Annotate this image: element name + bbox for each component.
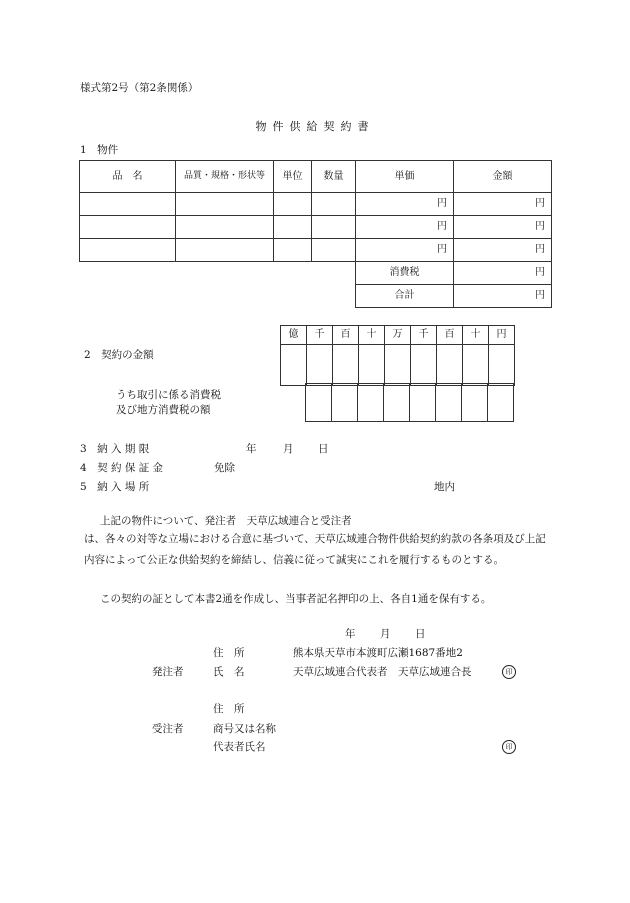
cell-quality[interactable] bbox=[176, 193, 274, 216]
tax-amount-grid bbox=[305, 383, 514, 422]
table-row bbox=[80, 239, 552, 262]
table-row bbox=[80, 216, 552, 239]
contractor-address-label: 住 所 bbox=[213, 703, 245, 715]
tax-digit-cell[interactable] bbox=[306, 384, 332, 422]
tax-digit-cell[interactable] bbox=[462, 384, 488, 422]
digit-label: 百 bbox=[437, 326, 463, 345]
contract-date-month: 月 bbox=[380, 628, 391, 640]
header-amount: 金額 bbox=[454, 161, 552, 193]
tax-digit-cell[interactable] bbox=[358, 384, 384, 422]
header-unit-price: 単価 bbox=[356, 161, 454, 193]
cell-unit-price[interactable]: 円 bbox=[356, 193, 454, 216]
tax-amount[interactable]: 円 bbox=[454, 262, 552, 285]
delivery-place-suffix: 地内 bbox=[434, 481, 455, 493]
table-row bbox=[80, 193, 552, 216]
cell-unit[interactable] bbox=[274, 239, 312, 262]
tax-note-line1: うち取引に係る消費税 bbox=[116, 389, 221, 401]
digit-label: 千 bbox=[307, 326, 333, 345]
tax-row bbox=[80, 262, 552, 285]
delivery-deadline-label: 3 納 入 期 限 bbox=[80, 443, 150, 455]
orderer-role: 発注者 bbox=[152, 666, 184, 678]
tax-digit-cell[interactable] bbox=[384, 384, 410, 422]
contract-date-day: 日 bbox=[415, 628, 426, 640]
cell-name[interactable] bbox=[80, 193, 176, 216]
cell-unit[interactable] bbox=[274, 216, 312, 239]
delivery-place-label: 5 納 入 場 所 bbox=[80, 481, 150, 493]
cell-name[interactable] bbox=[80, 216, 176, 239]
document-title: 物件供給契約書 bbox=[255, 120, 375, 133]
cell-name[interactable] bbox=[80, 239, 176, 262]
digit-label: 円 bbox=[489, 326, 515, 345]
tax-digit-cell[interactable] bbox=[436, 384, 462, 422]
contractor-seal bbox=[502, 740, 516, 754]
section1-heading: 1 物件 bbox=[80, 144, 119, 156]
body-paragraph2: この契約の証として本書2通を作成し、当事者記名押印の上、各自1通を保有する。 bbox=[100, 593, 492, 605]
digit-label: 十 bbox=[463, 326, 489, 345]
amount-digit-cell[interactable] bbox=[359, 345, 385, 386]
digit-label: 千 bbox=[411, 326, 437, 345]
cell-unit-price[interactable]: 円 bbox=[356, 216, 454, 239]
cell-quality[interactable] bbox=[176, 239, 274, 262]
amount-digit-cell[interactable] bbox=[333, 345, 359, 386]
deadline-month: 月 bbox=[283, 443, 294, 455]
tax-digit-cell[interactable] bbox=[410, 384, 436, 422]
header-quantity: 数量 bbox=[312, 161, 356, 193]
cell-unit[interactable] bbox=[274, 193, 312, 216]
amount-digit-cell[interactable] bbox=[307, 345, 333, 386]
contractor-role: 受注者 bbox=[152, 723, 184, 735]
contract-amount-grid bbox=[280, 325, 515, 386]
body-paragraph1: は、各々の対等な立場における合意に基づいて、天草広域連合物件供給契約約款の各条項及び上記内容によって公正な供給契約を締結し、信義に従って誠実にこれを履行するものとする。 bbox=[84, 533, 546, 566]
orderer-name-label: 氏 名 bbox=[213, 666, 245, 678]
header-item-name: 品 名 bbox=[80, 161, 176, 193]
digit-label: 十 bbox=[359, 326, 385, 345]
cell-quantity[interactable] bbox=[312, 216, 356, 239]
contract-date-year: 年 bbox=[345, 628, 356, 640]
cell-quality[interactable] bbox=[176, 216, 274, 239]
amount-digit-cell[interactable] bbox=[489, 345, 515, 386]
seal-mark: 印 bbox=[502, 665, 516, 679]
total-label: 合計 bbox=[356, 285, 454, 308]
tax-digit-cell[interactable] bbox=[488, 384, 514, 422]
amount-digit-cell[interactable] bbox=[281, 345, 307, 386]
tax-note-line2: 及び地方消費税の額 bbox=[116, 404, 211, 416]
cell-quantity[interactable] bbox=[312, 193, 356, 216]
tax-digit-cell[interactable] bbox=[332, 384, 358, 422]
tax-label: 消費税 bbox=[356, 262, 454, 285]
cell-amount[interactable]: 円 bbox=[454, 216, 552, 239]
contractor-company-label: 商号又は名称 bbox=[213, 723, 276, 735]
header-unit: 単位 bbox=[274, 161, 312, 193]
contractor-rep-label: 代表者氏名 bbox=[213, 741, 266, 753]
digit-label: 万 bbox=[385, 326, 411, 345]
header-quality: 品質・規格・形状等 bbox=[176, 161, 274, 193]
cell-unit-price[interactable]: 円 bbox=[356, 239, 454, 262]
items-table bbox=[79, 160, 552, 308]
body-paragraph1-line1: 上記の物件について、発注者 天草広域連合と受注者 bbox=[100, 515, 352, 527]
guarantee-label: 4 契 約 保 証 金 bbox=[80, 462, 164, 474]
deadline-day: 日 bbox=[318, 443, 329, 455]
amount-digit-cell[interactable] bbox=[385, 345, 411, 386]
orderer-seal bbox=[502, 665, 516, 679]
orderer-address-label: 住 所 bbox=[213, 647, 245, 659]
total-row bbox=[80, 285, 552, 308]
cell-quantity[interactable] bbox=[312, 239, 356, 262]
cell-amount[interactable]: 円 bbox=[454, 193, 552, 216]
amount-digit-cell[interactable] bbox=[463, 345, 489, 386]
section2-heading: 2 契約の金額 bbox=[84, 349, 154, 361]
total-amount[interactable]: 円 bbox=[454, 285, 552, 308]
seal-mark: 印 bbox=[502, 740, 516, 754]
digit-label: 百 bbox=[333, 326, 359, 345]
amount-digit-cell[interactable] bbox=[411, 345, 437, 386]
cell-amount[interactable]: 円 bbox=[454, 239, 552, 262]
digit-label: 億 bbox=[281, 326, 307, 345]
orderer-address: 熊本県天草市本渡町広瀬1687番地2 bbox=[293, 647, 463, 659]
amount-digit-cell[interactable] bbox=[437, 345, 463, 386]
form-label: 様式第2号（第2条関係） bbox=[80, 82, 199, 94]
deadline-year: 年 bbox=[246, 443, 257, 455]
guarantee-value: 免除 bbox=[214, 462, 235, 474]
orderer-name: 天草広域連合代表者 天草広域連合長 bbox=[293, 666, 472, 678]
